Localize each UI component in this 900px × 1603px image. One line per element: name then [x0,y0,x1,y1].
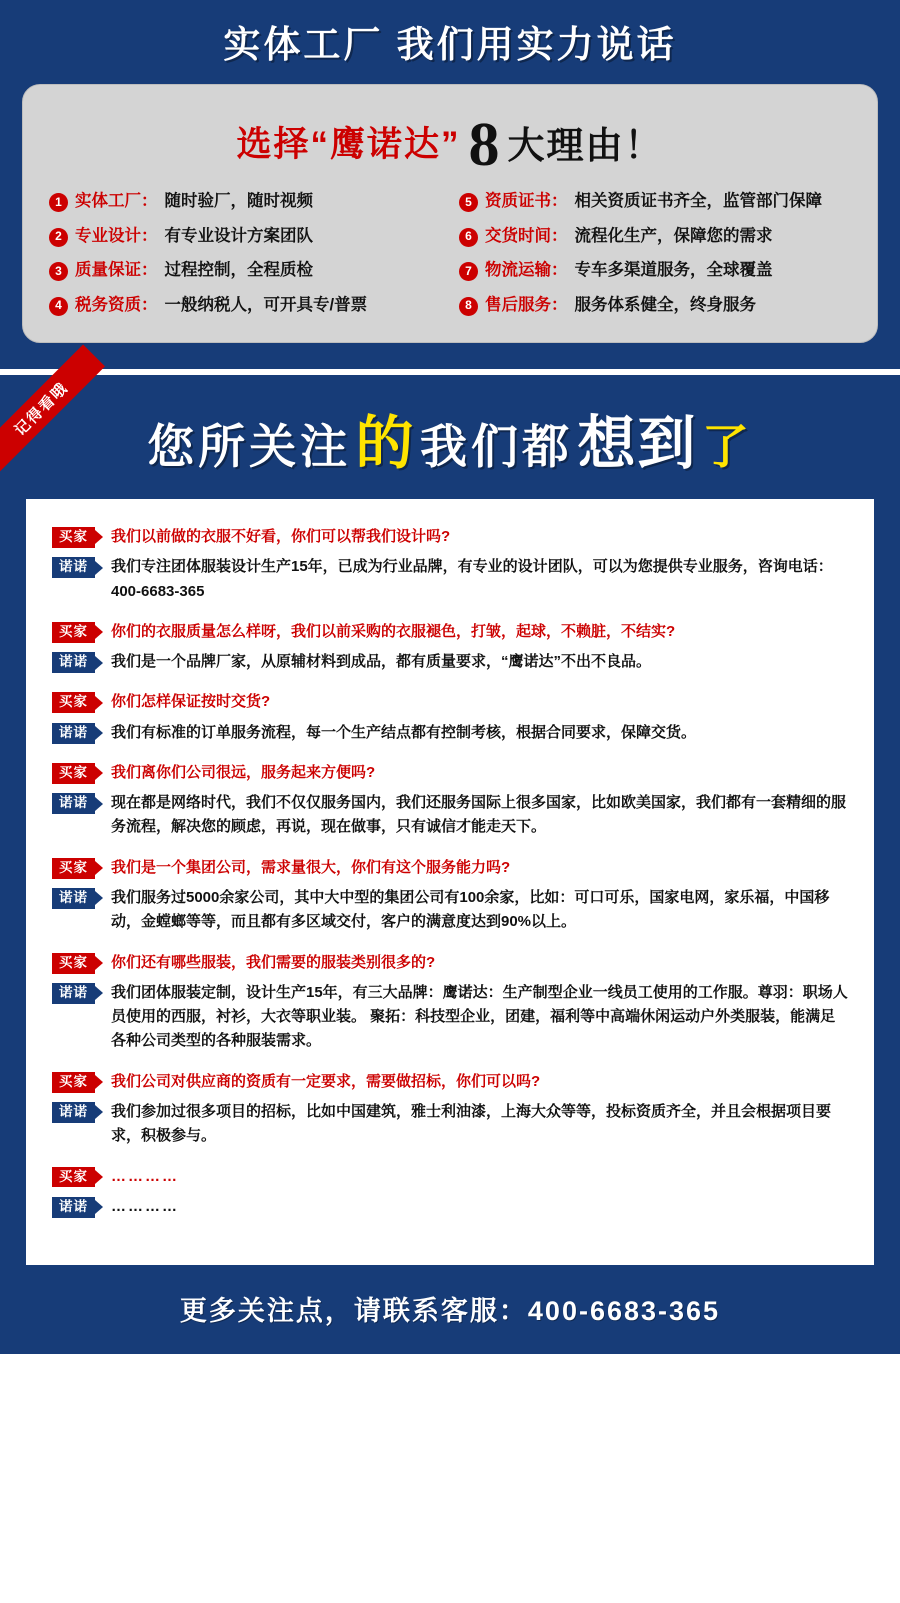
reasons-card [22,84,878,343]
corner-ribbon: 记得看哦 [0,345,105,473]
reason-number-badge: 6 [459,228,478,247]
answer-line [52,1100,848,1149]
question-line [52,525,848,548]
headline-black-text: 大理由！ [507,125,664,167]
reasons-grid [49,191,851,316]
buyer-tag: 买家 [52,763,95,784]
answer-text: 我们参加过很多项目的招标，比如中国建筑，雅士利油漆，上海大众等等，投标资质齐全，并且会根据项目要求，积极参与。 [111,1103,832,1145]
question-line [52,856,848,879]
question-line [52,761,848,784]
reason-number-badge: 4 [49,297,68,316]
reason-label: 交货时间： [485,226,568,245]
answer-tag: 诺诺 [52,1102,95,1123]
reason-label: 税务资质： [75,295,158,314]
reasons-banner-title: 实体工厂 我们用实力说话 [223,24,677,65]
reason-label: 物流运输： [485,261,568,280]
answer-text: 现在都是网络时代，我们不仅仅服务国内，我们还服务国际上很多国家，比如欧美国家，我们都有一套精细的服务流程，解决您的顾虑，再说，现在做事，只有诚信才能走天下。 [111,794,847,836]
reason-label: 专业设计： [75,226,158,245]
reason-label: 售后服务： [485,295,568,314]
headline-number: 8 [468,111,500,180]
reason-text: 流程化生产，保障您的需求 [574,226,773,245]
answer-text: 我们有标准的订单服务流程，每一个生产结点都有控制考核，根据合同要求，保障交货。 [111,723,697,741]
reason-text: 一般纳税人，可开具专/普票 [164,295,368,314]
answer-text: 我们团体服装定制，设计生产15年，有三大品牌：鹰诺达：生产制型企业一线员工使用的工作服。尊羽：职场人员使用的西服，衬衫，大衣等职业装。 聚拓：科技型企业，团建，福利等中高端休闲运动户外类服装，能满足各种公司类型的各种服装需求。 [111,983,848,1050]
reason-text: 随时验厂，随时视频 [164,192,313,211]
faq-title-part1: 您所关注 [147,420,352,473]
reason-item [459,191,851,212]
question-text: 我们是一个集团公司，需求量很大，你们有这个服务能力吗? [111,858,511,876]
answer-line [52,886,848,935]
reason-number-badge: 5 [459,193,478,212]
reason-label: 实体工厂： [75,192,158,211]
answer-tag: 诺诺 [52,652,95,673]
buyer-tag: 买家 [52,622,95,643]
reason-number-badge: 1 [49,193,68,212]
answer-tag: 诺诺 [52,557,95,578]
buyer-tag: 买家 [52,1072,95,1093]
reason-text: 有专业设计方案团队 [164,226,313,245]
question-text: ………… [111,1167,179,1185]
qa-block [52,1070,848,1149]
answer-tag: 诺诺 [52,983,95,1004]
reason-item [459,295,851,316]
reason-label: 质量保证： [75,261,158,280]
reason-text: 过程控制，全程质检 [164,261,313,280]
answer-tag: 诺诺 [52,793,95,814]
answer-tag: 诺诺 [52,1197,95,1218]
answer-line [52,555,848,604]
question-line [52,951,848,974]
reason-item [49,295,441,316]
answer-line [52,721,848,745]
qa-block [52,951,848,1054]
buyer-tag: 买家 [52,692,95,713]
reason-item [459,226,851,247]
answer-text: 我们服务过5000余家公司，其中大中型的集团公司有100余家，比如：可口可乐，国家电网，家乐福，中国移动，金螳螂等等，而且都有多区域交付，客户的满意度达到90%以上。 [111,889,830,931]
reason-label: 资质证书： [485,192,568,211]
answer-tag: 诺诺 [52,888,95,909]
faq-section [0,369,900,1354]
faq-footer-contact: 更多关注点，请联系客服：400-6683-365 [179,1296,721,1327]
qa-block [52,620,848,675]
answer-line [52,1195,848,1219]
reason-item [49,191,441,212]
buyer-tag: 买家 [52,527,95,548]
question-text: 你们的衣服质量怎么样呀，我们以前采购的衣服褪色，打皱，起球，不赖脏，不结实? [111,622,676,640]
answer-text: 我们是一个品牌厂家，从原辅材料到成品，都有质量要求，“鹰诺达”不出不良品。 [111,653,652,671]
qa-block [52,525,848,604]
question-text: 我们以前做的衣服不好看，你们可以帮我们设计吗? [111,528,451,545]
reasons-section [0,0,900,369]
headline-red-text: 选择“鹰诺达” [236,125,461,165]
qa-block [52,690,848,745]
reason-number-badge: 2 [49,228,68,247]
answer-text: 我们专注团体服装设计生产15年，已成为行业品牌，有专业的设计团队，可以为您提供专业服务，咨询电话：400-6683-365 [111,558,833,600]
reason-item [49,226,441,247]
reason-item [49,260,441,281]
answer-tag: 诺诺 [52,723,95,744]
faq-title-part2: 的 [355,411,416,476]
qa-block [52,1165,848,1220]
qa-block [52,761,848,840]
reason-text: 相关资质证书齐全，监管部门保障 [574,192,822,211]
reason-number-badge: 3 [49,262,68,281]
faq-title-part5: 了 [701,420,753,473]
buyer-tag: 买家 [52,953,95,974]
faq-title-part4: 想到 [577,411,698,476]
answer-text: ………… [111,1197,179,1215]
faq-title [0,375,900,499]
question-line [52,1165,848,1188]
faq-title-part3: 我们都 [420,420,573,473]
reason-number-badge: 7 [459,262,478,281]
reason-number-badge: 8 [459,297,478,316]
reason-text: 专车多渠道服务，全球覆盖 [574,261,773,280]
reason-item [459,260,851,281]
question-text: 我们离你们公司很远，服务起来方便吗? [111,763,376,781]
buyer-tag: 买家 [52,858,95,879]
buyer-tag: 买家 [52,1167,95,1188]
reasons-headline [49,105,851,191]
reason-text: 服务体系健全，终身服务 [574,295,756,314]
answer-line [52,791,848,840]
question-line [52,620,848,643]
answer-line [52,650,848,674]
qa-block [52,856,848,935]
question-line [52,1070,848,1093]
question-text: 你们还有哪些服装，我们需要的服装类别很多的? [111,953,436,971]
question-text: 我们公司对供应商的资质有一定要求，需要做招标，你们可以吗? [111,1072,541,1090]
faq-card [26,499,874,1265]
answer-line [52,981,848,1054]
question-text: 你们怎样保证按时交货? [111,693,271,711]
question-line [52,690,848,713]
